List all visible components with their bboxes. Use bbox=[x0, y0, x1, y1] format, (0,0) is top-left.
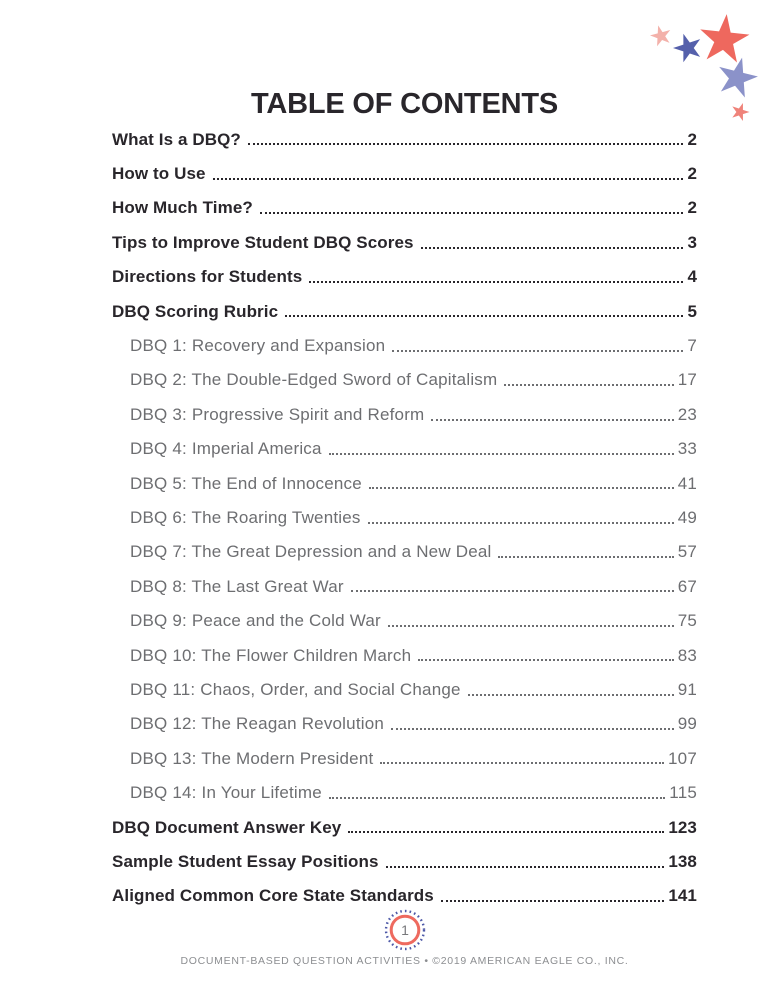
toc-row bbox=[112, 569, 697, 603]
toc-list bbox=[112, 122, 697, 913]
dot-leader bbox=[260, 212, 684, 214]
small-salmon-star-icon bbox=[729, 100, 751, 122]
blue-star-icon bbox=[670, 29, 706, 64]
toc-entry-page: 57 bbox=[677, 542, 697, 562]
toc-row bbox=[112, 260, 697, 294]
toc-entry-page: 138 bbox=[668, 851, 697, 871]
toc-entry-page: 4 bbox=[687, 267, 697, 287]
toc-row bbox=[112, 535, 697, 569]
dot-leader bbox=[386, 866, 665, 868]
large-red-star-icon bbox=[697, 12, 751, 64]
toc-entry-label: DBQ 13: The Modern President bbox=[130, 748, 374, 768]
toc-entry-page: 3 bbox=[687, 232, 697, 252]
toc-entry-page: 91 bbox=[677, 679, 697, 699]
dot-leader bbox=[368, 522, 674, 524]
toc-row bbox=[112, 707, 697, 741]
toc-row bbox=[112, 672, 697, 706]
toc-row bbox=[112, 122, 697, 156]
dot-leader bbox=[392, 350, 683, 352]
dot-leader bbox=[248, 143, 684, 145]
small-pink-star-icon bbox=[648, 23, 673, 48]
toc-row bbox=[112, 638, 697, 672]
dot-leader bbox=[431, 419, 673, 421]
toc-entry-page: 5 bbox=[687, 301, 697, 321]
toc-entry-label: DBQ 7: The Great Depression and a New Deal bbox=[130, 542, 492, 562]
toc-entry-label: DBQ 5: The End of Innocence bbox=[130, 473, 362, 493]
footer-credit-text: DOCUMENT-BASED QUESTION ACTIVITIES • ©2019 AMERICAN EAGLE CO., INC. bbox=[180, 955, 629, 967]
toc-entry-label: DBQ 10: The Flower Children March bbox=[130, 645, 412, 665]
toc-entry-label: DBQ 3: Progressive Spirit and Reform bbox=[130, 404, 425, 424]
toc-entry-page: 123 bbox=[668, 817, 697, 837]
toc-entry-label: DBQ Document Answer Key bbox=[112, 817, 342, 837]
dot-leader bbox=[329, 453, 674, 455]
toc-row bbox=[112, 432, 697, 466]
toc-entry-page: 49 bbox=[677, 508, 697, 527]
page-title: TABLE OF CONTENTS bbox=[251, 88, 558, 120]
toc-row bbox=[112, 397, 697, 431]
toc-entry-page: 99 bbox=[677, 714, 697, 734]
toc-row bbox=[112, 741, 697, 775]
dot-leader bbox=[285, 315, 683, 317]
footer-page-number: 1 bbox=[400, 922, 409, 938]
toc-entry-page: 75 bbox=[677, 611, 697, 631]
dot-leader bbox=[380, 762, 664, 764]
toc-row bbox=[112, 191, 697, 225]
toc-entry-label: DBQ 11: Chaos, Order, and Social Change bbox=[130, 679, 461, 699]
toc-entry-label: DBQ 12: The Reagan Revolution bbox=[130, 714, 385, 734]
toc-row bbox=[112, 466, 697, 500]
dot-leader bbox=[441, 900, 665, 902]
toc-entry-label: DBQ 1: Recovery and Expansion bbox=[130, 336, 386, 356]
dot-leader bbox=[369, 487, 674, 489]
dot-leader bbox=[213, 178, 684, 180]
toc-entry-label: DBQ 2: The Double-Edged Sword of Capitalism bbox=[130, 370, 498, 390]
toc-row bbox=[112, 500, 697, 534]
toc-entry-label: DBQ 14: In Your Lifetime bbox=[130, 783, 322, 803]
dot-leader bbox=[504, 384, 673, 386]
toc-entry-label: How Much Time? bbox=[112, 198, 253, 218]
toc-entry-label: Aligned Common Core State Standards bbox=[112, 886, 434, 906]
toc-row bbox=[112, 225, 697, 259]
dot-leader bbox=[391, 728, 674, 730]
dot-leader bbox=[421, 247, 684, 249]
toc-entry-page: 41 bbox=[677, 473, 697, 493]
toc-row bbox=[112, 328, 697, 362]
toc-entry-page: 115 bbox=[669, 783, 697, 803]
toc-row bbox=[112, 363, 697, 397]
toc-entry-page: 2 bbox=[687, 129, 697, 149]
toc-entry-label: DBQ 4: Imperial America bbox=[130, 439, 322, 459]
toc-entry-page: 33 bbox=[677, 439, 697, 459]
toc-entry-label: DBQ 6: The Roaring Twenties bbox=[130, 508, 361, 527]
toc-entry-label: Tips to Improve Student DBQ Scores bbox=[112, 232, 414, 252]
toc-entry-label: What Is a DBQ? bbox=[112, 129, 241, 149]
toc-entry-page: 2 bbox=[687, 198, 697, 218]
toc-entry-label: DBQ 8: The Last Great War bbox=[130, 576, 344, 596]
toc-entry-page: 67 bbox=[677, 576, 697, 596]
dot-leader bbox=[498, 556, 673, 558]
dot-leader bbox=[418, 659, 673, 661]
purple-star-icon bbox=[714, 53, 762, 100]
toc-content bbox=[112, 86, 697, 913]
toc-entry-label: DBQ Scoring Rubric bbox=[112, 301, 279, 321]
toc-row bbox=[112, 156, 697, 190]
toc-entry-label: How to Use bbox=[112, 164, 206, 184]
toc-entry-label: Sample Student Essay Positions bbox=[112, 851, 379, 871]
toc-entry-page: 83 bbox=[677, 645, 697, 665]
toc-entry-page: 141 bbox=[668, 886, 697, 906]
toc-row bbox=[112, 810, 697, 844]
page-number-badge bbox=[383, 908, 427, 952]
dot-leader bbox=[348, 831, 664, 833]
toc-row bbox=[112, 603, 697, 637]
dot-leader bbox=[468, 694, 674, 696]
page-footer bbox=[112, 908, 697, 967]
toc-row bbox=[112, 844, 697, 878]
toc-entry-page: 107 bbox=[668, 748, 697, 768]
dot-leader bbox=[309, 281, 683, 283]
toc-entry-page: 2 bbox=[687, 164, 697, 184]
toc-entry-page: 7 bbox=[687, 336, 697, 356]
toc-row bbox=[112, 294, 697, 328]
dot-leader bbox=[351, 590, 674, 592]
toc-entry-page: 17 bbox=[677, 370, 697, 390]
toc-entry-label: DBQ 9: Peace and the Cold War bbox=[130, 611, 381, 631]
dot-leader bbox=[388, 625, 674, 627]
toc-entry-label: Directions for Students bbox=[112, 267, 303, 287]
toc-row bbox=[112, 775, 697, 809]
toc-entry-page: 23 bbox=[677, 404, 697, 424]
dot-leader bbox=[329, 797, 665, 799]
